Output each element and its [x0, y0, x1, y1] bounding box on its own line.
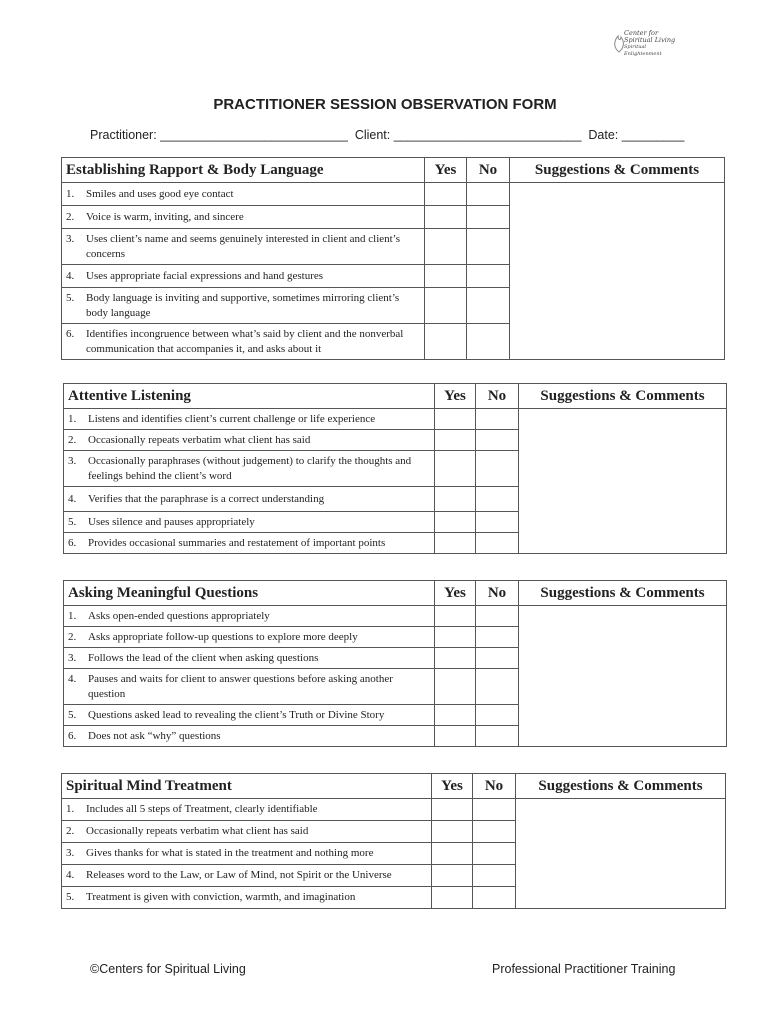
- yes-checkbox-cell[interactable]: [435, 669, 476, 705]
- no-checkbox-cell[interactable]: [467, 229, 510, 265]
- section-table-treatment: [61, 773, 726, 909]
- item-number: 2.: [68, 630, 77, 643]
- checklist-item: [62, 821, 432, 843]
- no-checkbox-cell[interactable]: [467, 324, 510, 360]
- item-text: Uses client’s name and seems genuinely interested in client and client’s concerns: [86, 232, 401, 260]
- no-checkbox-cell[interactable]: [467, 288, 510, 324]
- yes-checkbox-cell[interactable]: [435, 627, 476, 648]
- checklist-item: [62, 265, 425, 288]
- comments-box[interactable]: [510, 183, 725, 360]
- checklist-item: [62, 206, 425, 229]
- yes-checkbox-cell[interactable]: [432, 821, 473, 843]
- yes-checkbox-cell[interactable]: [432, 799, 473, 821]
- logo-line-2: Spiritual Living: [624, 36, 676, 44]
- no-header: No: [473, 774, 516, 799]
- yes-checkbox-cell[interactable]: [435, 430, 476, 451]
- yes-checkbox-cell[interactable]: [425, 183, 467, 206]
- yes-checkbox-cell[interactable]: [435, 451, 476, 487]
- no-header: No: [476, 384, 519, 409]
- no-header: No: [476, 581, 519, 606]
- item-number: 2.: [66, 210, 75, 223]
- item-text: Uses appropriate facial expressions and hand gestures: [86, 269, 324, 282]
- yes-header: Yes: [425, 158, 467, 183]
- checklist-item: [64, 487, 435, 512]
- yes-checkbox-cell[interactable]: [425, 265, 467, 288]
- checklist-item: [64, 430, 435, 451]
- item-text: Treatment is given with conviction, warmth, and imagination: [86, 891, 356, 903]
- item-text: Voice is warm, inviting, and sincere: [86, 210, 244, 223]
- yes-checkbox-cell[interactable]: [425, 206, 467, 229]
- item-text: Questions asked lead to revealing the client’s Truth or Divine Story: [88, 708, 385, 721]
- comments-box[interactable]: [516, 799, 726, 909]
- item-number: 1.: [66, 187, 75, 200]
- yes-checkbox-cell[interactable]: [425, 229, 467, 265]
- item-text: Occasionally paraphrases (without judgement) to clarify the thoughts and feelings behind the client’s word: [88, 454, 412, 482]
- item-text: Follows the lead of the client when asking questions: [88, 651, 319, 664]
- section-title: Attentive Listening: [64, 384, 435, 409]
- yes-checkbox-cell[interactable]: [435, 726, 476, 747]
- item-number: 5.: [68, 515, 77, 528]
- yes-checkbox-cell[interactable]: [435, 648, 476, 669]
- item-text: Verifies that the paraphrase is a correct understanding: [88, 492, 325, 505]
- no-checkbox-cell[interactable]: [476, 512, 519, 533]
- item-text: Asks open-ended questions appropriately: [88, 609, 270, 622]
- item-number: 1.: [68, 412, 77, 425]
- checklist-item: [62, 183, 425, 206]
- item-text: Uses silence and pauses appropriately: [88, 515, 255, 528]
- yes-header: Yes: [432, 774, 473, 799]
- logo-line-3: Spiritual Enlightenment: [624, 44, 662, 57]
- yes-checkbox-cell[interactable]: [435, 705, 476, 726]
- footer-program: Professional Practitioner Training: [492, 962, 676, 976]
- checklist-item: [62, 887, 432, 909]
- section-title: Spiritual Mind Treatment: [62, 774, 432, 799]
- checklist-item: [62, 288, 425, 324]
- section-title: Establishing Rapport & Body Language: [62, 158, 425, 183]
- no-checkbox-cell[interactable]: [476, 606, 519, 627]
- item-number: 3.: [68, 651, 77, 664]
- section-table-questions: [63, 580, 727, 747]
- yes-checkbox-cell[interactable]: [425, 288, 467, 324]
- page-title: PRACTITIONER SESSION OBSERVATION FORM: [213, 96, 557, 113]
- yes-checkbox-cell[interactable]: [435, 533, 476, 554]
- item-number: 1.: [68, 609, 77, 622]
- item-number: 5.: [68, 708, 77, 721]
- no-checkbox-cell[interactable]: [473, 821, 516, 843]
- item-number: 5.: [66, 291, 75, 304]
- no-checkbox-cell[interactable]: [476, 627, 519, 648]
- checklist-item: [64, 512, 435, 533]
- no-checkbox-cell[interactable]: [473, 865, 516, 887]
- item-text: Occasionally repeats verbatim what client has said: [86, 825, 309, 837]
- item-text: Occasionally repeats verbatim what client has said: [88, 433, 311, 446]
- checklist-item: [62, 799, 432, 821]
- no-checkbox-cell[interactable]: [476, 705, 519, 726]
- no-checkbox-cell[interactable]: [476, 451, 519, 487]
- section-table-rapport: [61, 157, 725, 360]
- no-checkbox-cell[interactable]: [473, 799, 516, 821]
- item-text: Smiles and uses good eye contact: [86, 187, 234, 200]
- item-number: 4.: [66, 869, 75, 881]
- no-checkbox-cell[interactable]: [476, 726, 519, 747]
- item-text: Gives thanks for what is stated in the treatment and nothing more: [86, 847, 374, 859]
- checklist-item: [62, 843, 432, 865]
- checklist-item: [62, 229, 425, 265]
- item-text: Does not ask “why” questions: [88, 729, 221, 742]
- yes-checkbox-cell[interactable]: [432, 865, 473, 887]
- item-text: Pauses and waits for client to answer questions before asking another question: [88, 672, 393, 700]
- checklist-item: [64, 533, 435, 554]
- item-number: 6.: [66, 327, 75, 340]
- no-checkbox-cell[interactable]: [476, 533, 519, 554]
- yes-checkbox-cell[interactable]: [432, 887, 473, 909]
- checklist-item: [64, 606, 435, 627]
- comments-header: Suggestions & Comments: [519, 581, 727, 606]
- yes-header: Yes: [435, 384, 476, 409]
- yes-checkbox-cell[interactable]: [432, 843, 473, 865]
- checklist-item: [64, 409, 435, 430]
- item-text: Identifies incongruence between what’s said by client and the nonverbal communication that accompanies it, and asks about it: [86, 327, 404, 355]
- item-number: 3.: [66, 847, 75, 859]
- yes-checkbox-cell[interactable]: [435, 487, 476, 512]
- comments-header: Suggestions & Comments: [516, 774, 726, 799]
- item-text: Asks appropriate follow-up questions to explore more deeply: [88, 630, 358, 643]
- item-number: 4.: [66, 269, 75, 282]
- yes-checkbox-cell[interactable]: [435, 512, 476, 533]
- item-number: 3.: [68, 454, 77, 467]
- item-text: Body language is inviting and supportive, sometimes mirroring client’s body language: [86, 291, 400, 319]
- item-number: 1.: [66, 803, 75, 815]
- yes-checkbox-cell[interactable]: [435, 606, 476, 627]
- item-number: 4.: [68, 672, 77, 685]
- comments-header: Suggestions & Comments: [510, 158, 725, 183]
- no-header: No: [467, 158, 510, 183]
- no-checkbox-cell[interactable]: [467, 206, 510, 229]
- comments-box[interactable]: [519, 606, 727, 747]
- comments-box[interactable]: [519, 409, 727, 554]
- item-number: 4.: [68, 492, 77, 505]
- section-table-listening: [63, 383, 727, 554]
- item-number: 3.: [66, 232, 75, 245]
- checklist-item: [62, 865, 432, 887]
- no-checkbox-cell[interactable]: [473, 887, 516, 909]
- no-checkbox-cell[interactable]: [467, 183, 510, 206]
- item-text: Listens and identifies client’s current challenge or life experience: [88, 412, 376, 425]
- no-checkbox-cell[interactable]: [476, 669, 519, 705]
- logo: [610, 28, 680, 58]
- no-checkbox-cell[interactable]: [476, 430, 519, 451]
- item-text: Provides occasional summaries and restatement of important points: [88, 536, 386, 549]
- item-number: 2.: [68, 433, 77, 446]
- item-number: 5.: [66, 891, 75, 903]
- item-number: 6.: [68, 729, 77, 742]
- checklist-item: [64, 451, 435, 487]
- item-number: 6.: [68, 536, 77, 549]
- no-checkbox-cell[interactable]: [467, 265, 510, 288]
- no-checkbox-cell[interactable]: [476, 648, 519, 669]
- comments-header: Suggestions & Comments: [519, 384, 727, 409]
- section-title: Asking Meaningful Questions: [64, 581, 435, 606]
- yes-header: Yes: [435, 581, 476, 606]
- checklist-item: [64, 669, 435, 705]
- no-checkbox-cell[interactable]: [473, 843, 516, 865]
- no-checkbox-cell[interactable]: [476, 487, 519, 512]
- checklist-item: [64, 648, 435, 669]
- yes-checkbox-cell[interactable]: [435, 409, 476, 430]
- item-number: 2.: [66, 825, 75, 837]
- form-fields-line: Practitioner: ___________________________ Client: ___________________________ Date: _________: [90, 128, 685, 142]
- checklist-item: [64, 627, 435, 648]
- footer-copyright: ©Centers for Spiritual Living: [90, 962, 246, 976]
- checklist-item: [62, 324, 425, 360]
- yes-checkbox-cell[interactable]: [425, 324, 467, 360]
- item-text: Includes all 5 steps of Treatment, clearly identifiable: [86, 803, 318, 815]
- item-text: Releases word to the Law, or Law of Mind, not Spirit or the Universe: [86, 869, 392, 881]
- logo-line-1: Center for: [624, 29, 659, 37]
- checklist-item: [64, 726, 435, 747]
- no-checkbox-cell[interactable]: [476, 409, 519, 430]
- checklist-item: [64, 705, 435, 726]
